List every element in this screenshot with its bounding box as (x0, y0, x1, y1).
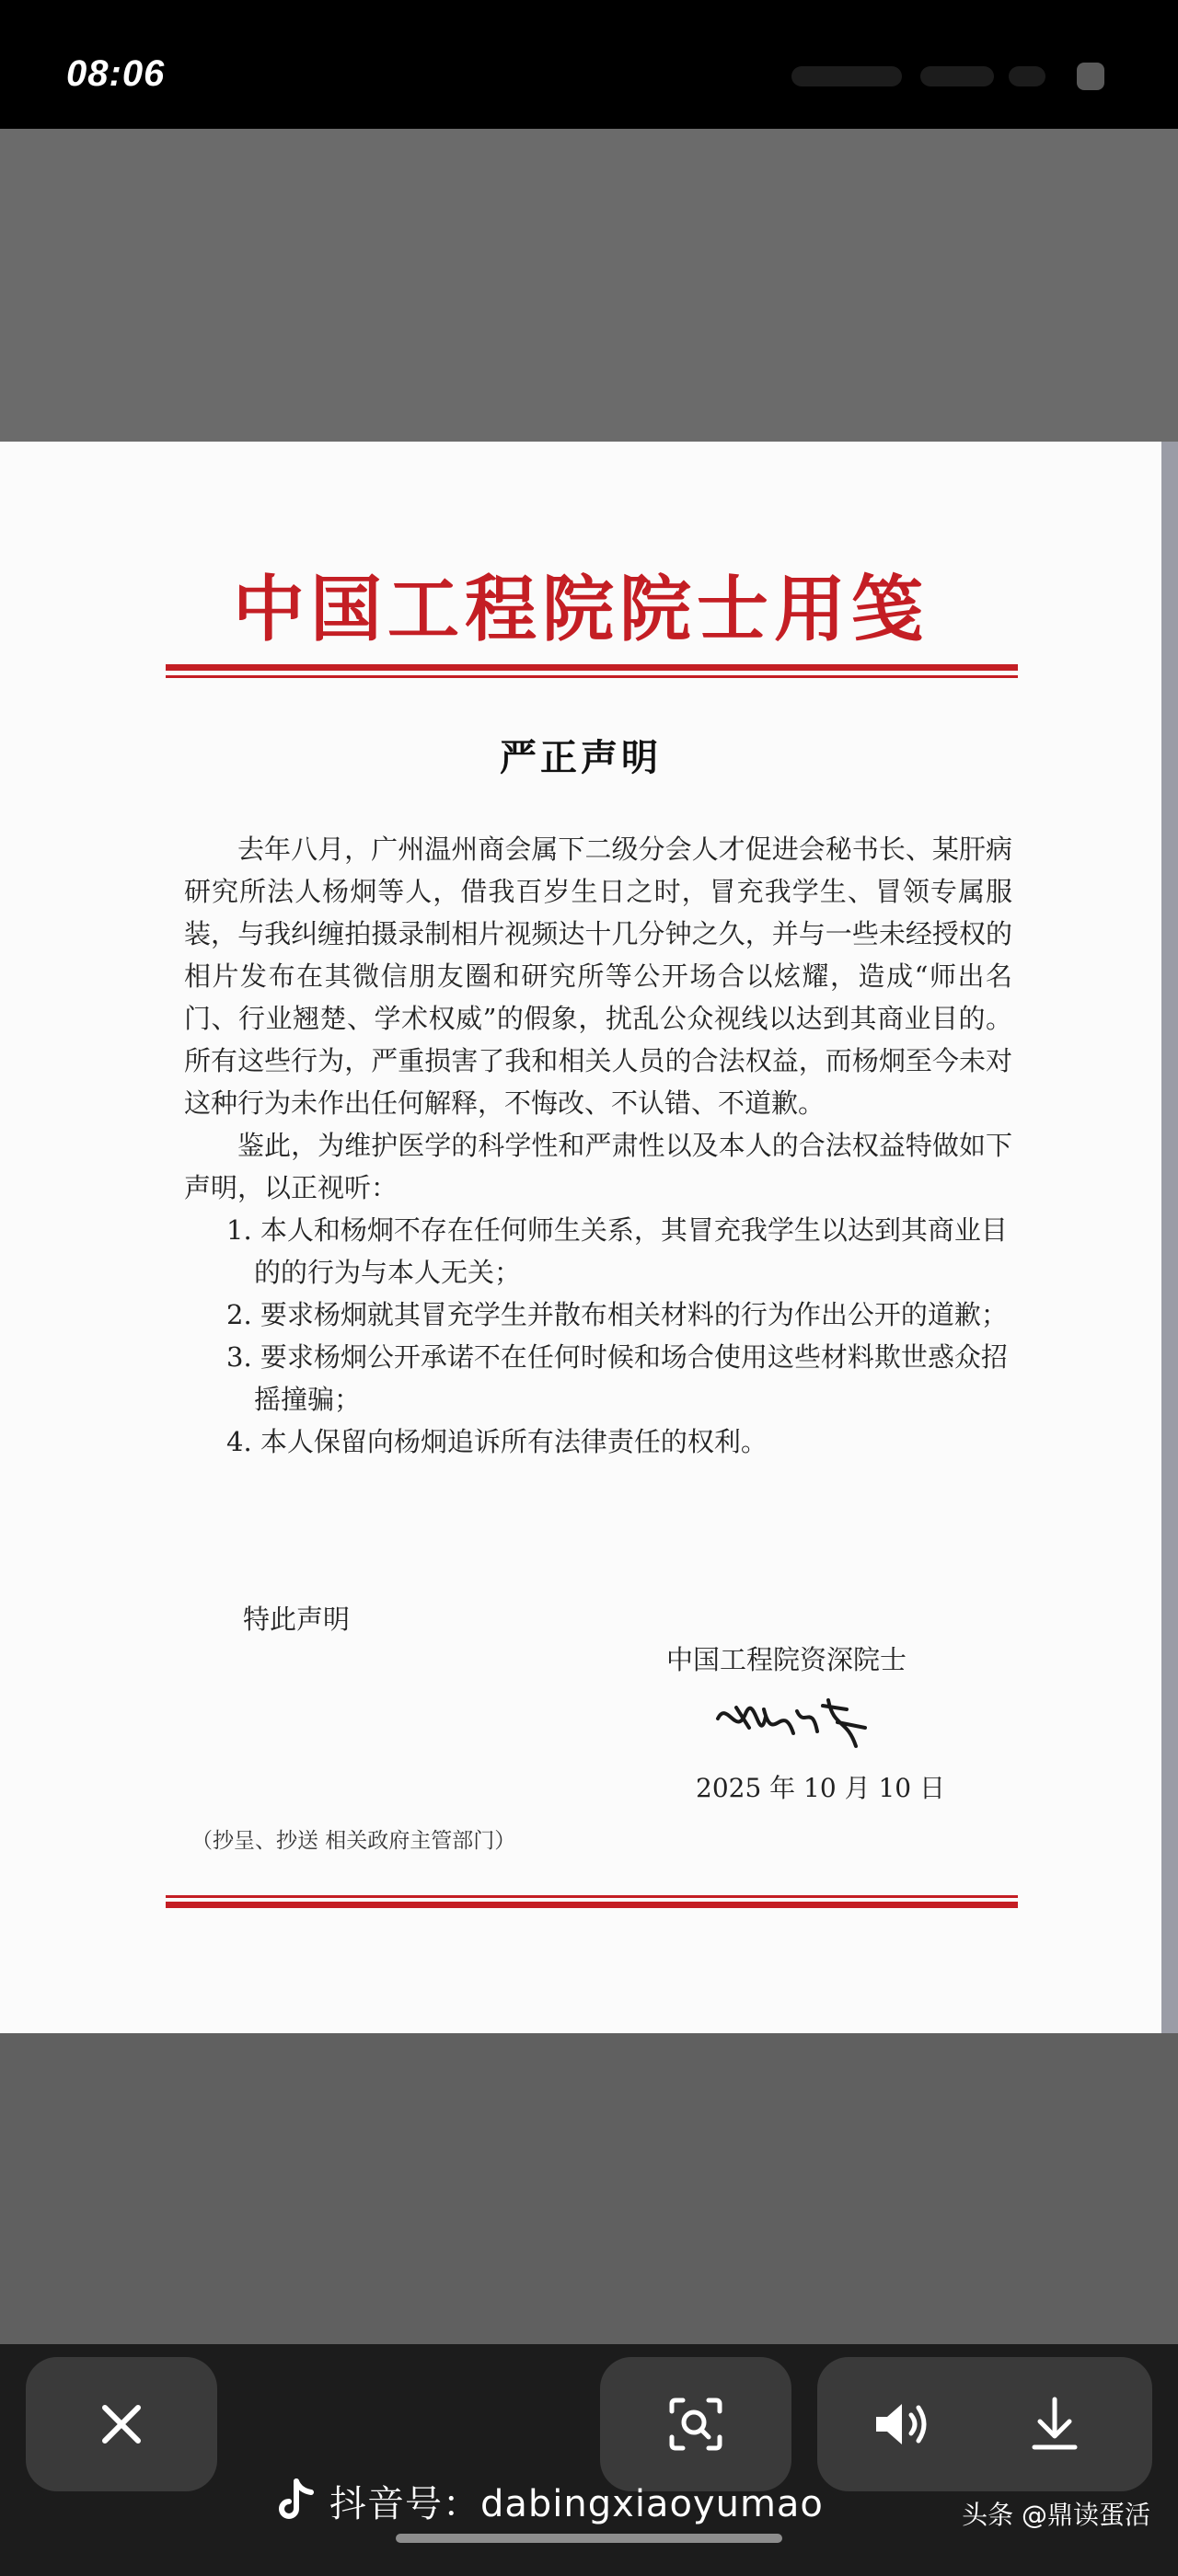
wifi-icon (920, 66, 994, 86)
cc-note: （抄呈、抄送 相关政府主管部门） (191, 1829, 516, 1853)
signature-date: 2025 年 10 月 10 日 (696, 1773, 946, 1803)
douyin-watermark (276, 2473, 824, 2528)
watermark-text: 抖音号：dabingxiaoyumao (329, 2482, 824, 2525)
audio-download-group (817, 2357, 1152, 2491)
footer-rule-thick (166, 1902, 1018, 1908)
signatory-title: 中国工程院资深院士 (666, 1644, 907, 1675)
letter-image (0, 442, 1161, 2033)
declaration-list (184, 1209, 1012, 1463)
download-icon (1027, 2396, 1082, 2453)
close-icon (98, 2400, 145, 2448)
viewer-backdrop-top (0, 129, 1178, 442)
battery-icon (1009, 66, 1045, 86)
footer-rule-thin (166, 1895, 1018, 1898)
notification-icon (1077, 63, 1104, 90)
viewer-backdrop-bottom (0, 2033, 1178, 2355)
closing-text: 特此声明 (243, 1604, 351, 1635)
speaker-button[interactable] (872, 2398, 931, 2450)
letterhead-title: 中国工程院院士用笺 (232, 568, 929, 651)
source-tag: 头条 @鼎读蛋活 (962, 2500, 1150, 2530)
home-indicator[interactable] (396, 2534, 782, 2543)
body-paragraph: 鉴此，为维护医学的科学性和严肃性以及本人的合法权益特做如下声明，以正视听： (184, 1130, 1012, 1203)
list-item: 4. 本人保留向杨炯追诉所有法律责任的权利。 (226, 1426, 768, 1457)
list-item: 1. 本人和杨炯不存在任何师生关系，其冒充我学生以达到其商业目的的行为与本人无关； (226, 1214, 1008, 1288)
image-search-button[interactable] (600, 2357, 791, 2491)
status-bar (0, 0, 1178, 129)
document-body (184, 828, 1012, 1463)
speaker-icon (872, 2398, 931, 2450)
douyin-logo-icon (276, 2478, 317, 2524)
signal-icon (791, 66, 902, 86)
body-paragraph: 去年八月，广州温州商会属下二级分会人才促进会秘书长、某肝病研究所法人杨炯等人，借我百岁生日之时，冒充我学生、冒领专属服装，与我纠缠拍摄录制相片视频达十几分钟之久，并与一些未经授权的相片发布在其微信朋友圈和研究所等公开场合以炫耀，造成“师出名门、行业翘楚、学术权威”的假象，扰乱公众视线以达到其商业目的。所有这些行为，严重损害了我和相关人员的合法权益，而杨炯至今未对这种行为未作出任何解释，不悔改、不认错、不道歉。 (184, 834, 1012, 1119)
letterhead-rule-top-thin (166, 675, 1018, 678)
status-time: 08:06 (66, 53, 166, 94)
handwritten-signature (709, 1691, 874, 1765)
document-title: 严正声明 (500, 737, 662, 779)
status-icons (791, 57, 1123, 94)
scan-search-icon (666, 2395, 725, 2454)
letterhead-rule-top (166, 664, 1018, 671)
download-button[interactable] (1027, 2396, 1082, 2453)
list-item: 2. 要求杨炯就其冒充学生并散布相关材料的行为作出公开的道歉； (226, 1299, 1008, 1330)
list-item: 3. 要求杨炯公开承诺不在任何时候和场合使用这些材料欺世惑众招摇撞骗； (226, 1341, 1008, 1415)
close-button[interactable] (26, 2357, 217, 2491)
page-edge (1161, 442, 1178, 2033)
